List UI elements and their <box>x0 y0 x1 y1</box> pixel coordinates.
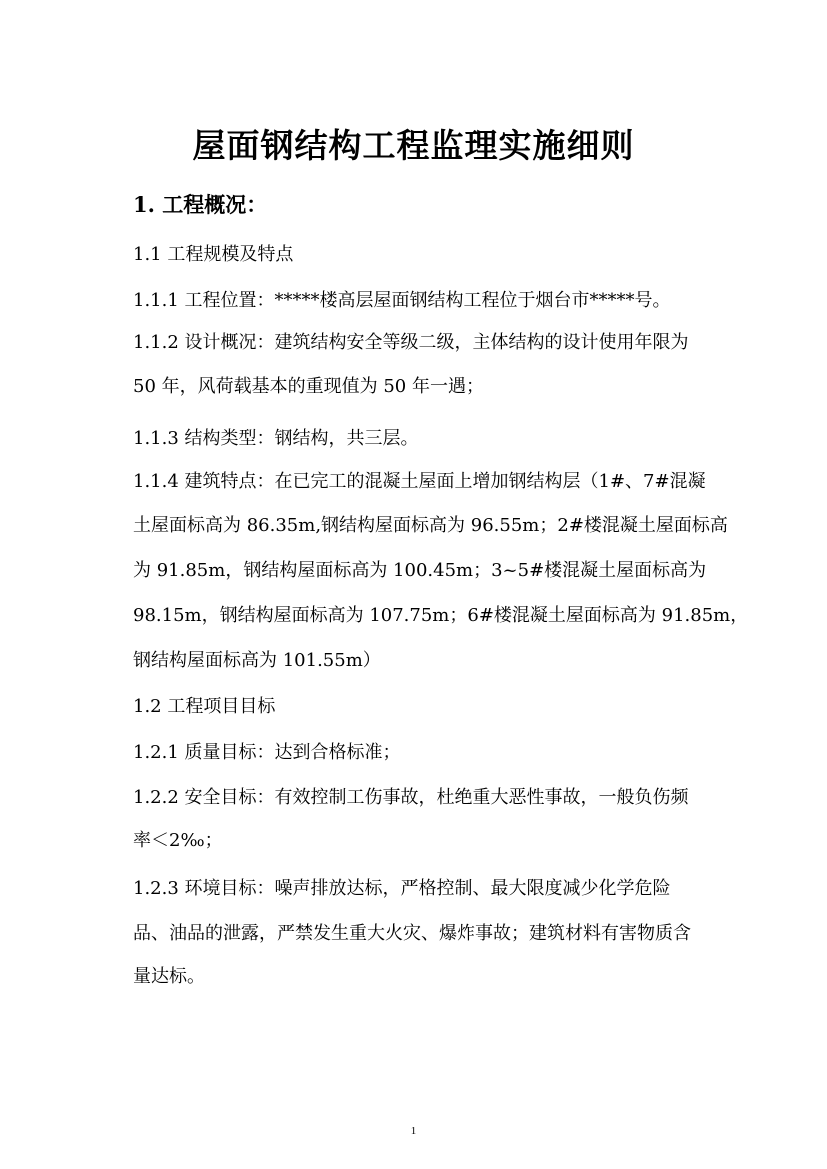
text-line: 为 91.85m，钢结构屋面标高为 100.45m；3~5#楼混凝土屋面标高为 <box>133 560 707 581</box>
text-line: 1.1.1 工程位置：*****楼高层屋面钢结构工程位于烟台市*****号。 <box>133 290 671 311</box>
text-line: 1.2.2 安全目标：有效控制工伤事故，杜绝重大恶性事故，一般负伤频 <box>133 787 689 808</box>
subsection-heading: 1.1 工程规模及特点 <box>133 244 294 265</box>
text-line: 1.2.1 质量目标：达到合格标准； <box>133 742 401 763</box>
text-line: 1.2.3 环境目标：噪声排放达标，严格控制、最大限度减少化学危险 <box>133 878 671 899</box>
text-line: 98.15m，钢结构屋面标高为 107.75m；6#楼混凝土屋面标高为 91.85m， <box>133 605 749 626</box>
document-title: 屋面钢结构工程监理实施细则 <box>192 126 635 165</box>
subsection-heading: 1.2 工程项目目标 <box>133 696 276 717</box>
text-line: 率＜2‰； <box>133 830 223 851</box>
text-line: 量达标。 <box>133 966 205 987</box>
page-number: 1 <box>410 1125 417 1137</box>
text-line: 1.1.2 设计概况：建筑结构安全等级二级，主体结构的设计使用年限为 <box>133 332 689 353</box>
text-line: 土屋面标高为 86.35m,钢结构屋面标高为 96.55m；2#楼混凝土屋面标高 <box>133 515 728 536</box>
text-line: 钢结构屋面标高为 101.55m） <box>133 650 381 671</box>
text-line: 1.1.4 建筑特点：在已完工的混凝土屋面上增加钢结构层（1#、7#混凝 <box>133 471 706 492</box>
text-line: 1.1.3 结构类型：钢结构，共三层。 <box>133 428 419 449</box>
section-heading-overview: 1. 工程概况： <box>133 192 268 217</box>
text-line: 品、油品的泄露，严禁发生重大火灾、爆炸事故；建筑材料有害物质含 <box>133 923 691 944</box>
text-line: 50 年，风荷载基本的重现值为 50 年一遇； <box>133 376 484 397</box>
